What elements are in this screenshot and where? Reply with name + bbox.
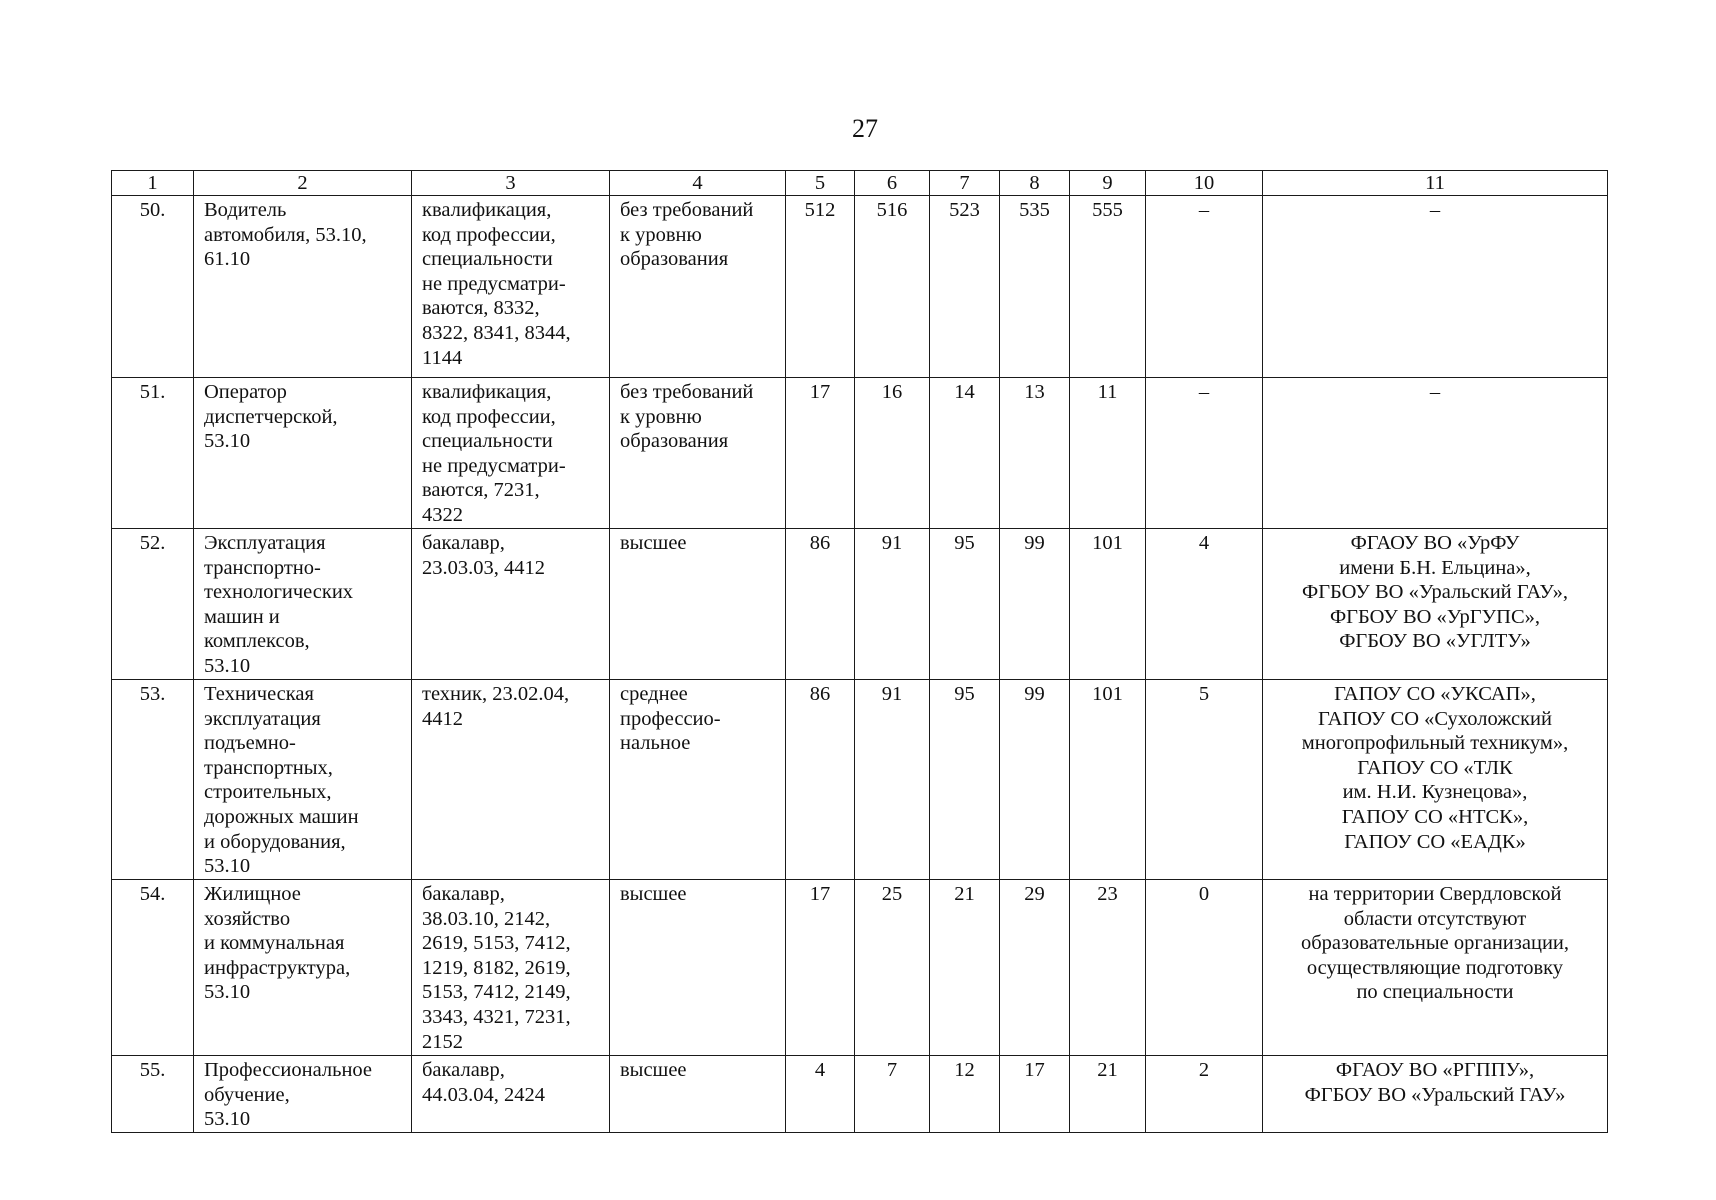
value-cell: 7 bbox=[855, 1056, 930, 1133]
value-cell: 0 bbox=[1146, 880, 1263, 1056]
row-number: 53. bbox=[112, 680, 194, 880]
table-row bbox=[112, 880, 1608, 1056]
column-header: 3 bbox=[412, 171, 610, 196]
education-level: среднее профессио- нальное bbox=[610, 680, 786, 880]
value-cell: 512 bbox=[786, 196, 855, 378]
value-cell: 17 bbox=[1000, 1056, 1070, 1133]
value-cell: 14 bbox=[930, 378, 1000, 529]
value-cell: 17 bbox=[786, 880, 855, 1056]
table-row bbox=[112, 680, 1608, 880]
education-level: без требований к уровню образования bbox=[610, 196, 786, 378]
column-header: 5 bbox=[786, 171, 855, 196]
value-cell: 91 bbox=[855, 529, 930, 680]
qualification: бакалавр, 44.03.04, 2424 bbox=[412, 1056, 610, 1133]
page-number: 27 bbox=[852, 114, 878, 143]
education-level: высшее bbox=[610, 1056, 786, 1133]
column-header: 2 bbox=[194, 171, 412, 196]
row-number: 50. bbox=[112, 196, 194, 378]
value-cell: 4 bbox=[1146, 529, 1263, 680]
profession-name: Профессиональное обучение, 53.10 bbox=[194, 1056, 412, 1133]
value-cell: 23 bbox=[1070, 880, 1146, 1056]
value-cell: 86 bbox=[786, 529, 855, 680]
column-header: 10 bbox=[1146, 171, 1263, 196]
qualification: квалификация, код профессии, специальности не предусматри- ваются, 8332, 8322, 8341, 8344, 1144 bbox=[412, 196, 610, 378]
education-level: высшее bbox=[610, 880, 786, 1056]
column-header: 11 bbox=[1263, 171, 1608, 196]
value-cell: 95 bbox=[930, 529, 1000, 680]
value-cell: – bbox=[1146, 196, 1263, 378]
value-cell: 13 bbox=[1000, 378, 1070, 529]
value-cell: 2 bbox=[1146, 1056, 1263, 1133]
organizations: на территории Свердловской области отсутствуют образовательные организации, осуществляющие подготовку по специальности bbox=[1263, 880, 1608, 1056]
education-level: без требований к уровню образования bbox=[610, 378, 786, 529]
profession-name: Водитель автомобиля, 53.10, 61.10 bbox=[194, 196, 412, 378]
column-header: 6 bbox=[855, 171, 930, 196]
value-cell: 523 bbox=[930, 196, 1000, 378]
value-cell: 12 bbox=[930, 1056, 1000, 1133]
value-cell: 99 bbox=[1000, 529, 1070, 680]
table-row bbox=[112, 1056, 1608, 1133]
qualification: бакалавр, 23.03.03, 4412 bbox=[412, 529, 610, 680]
row-number: 52. bbox=[112, 529, 194, 680]
value-cell: 516 bbox=[855, 196, 930, 378]
value-cell: 101 bbox=[1070, 529, 1146, 680]
header-row bbox=[112, 171, 1608, 196]
row-number: 54. bbox=[112, 880, 194, 1056]
data-table bbox=[111, 170, 1608, 1133]
row-number: 51. bbox=[112, 378, 194, 529]
value-cell: 91 bbox=[855, 680, 930, 880]
column-header: 1 bbox=[112, 171, 194, 196]
qualification: бакалавр, 38.03.10, 2142, 2619, 5153, 7412, 1219, 8182, 2619, 5153, 7412, 2149, 3343, 4321, 7231, 2152 bbox=[412, 880, 610, 1056]
value-cell: 99 bbox=[1000, 680, 1070, 880]
row-number: 55. bbox=[112, 1056, 194, 1133]
value-cell: 4 bbox=[786, 1056, 855, 1133]
education-level: высшее bbox=[610, 529, 786, 680]
organizations: – bbox=[1263, 378, 1608, 529]
value-cell: 95 bbox=[930, 680, 1000, 880]
value-cell: 21 bbox=[1070, 1056, 1146, 1133]
value-cell: 21 bbox=[930, 880, 1000, 1056]
value-cell: 29 bbox=[1000, 880, 1070, 1056]
column-header: 4 bbox=[610, 171, 786, 196]
qualification: техник, 23.02.04, 4412 bbox=[412, 680, 610, 880]
profession-name: Жилищное хозяйство и коммунальная инфраструктура, 53.10 bbox=[194, 880, 412, 1056]
table-row bbox=[112, 378, 1608, 529]
profession-name: Оператор диспетчерской, 53.10 bbox=[194, 378, 412, 529]
value-cell: 16 bbox=[855, 378, 930, 529]
value-cell: 11 bbox=[1070, 378, 1146, 529]
profession-name: Техническая эксплуатация подъемно- транспортных, строительных, дорожных машин и оборудования, 53.10 bbox=[194, 680, 412, 880]
value-cell: 101 bbox=[1070, 680, 1146, 880]
table-row bbox=[112, 529, 1608, 680]
table-row bbox=[112, 196, 1608, 378]
organizations: – bbox=[1263, 196, 1608, 378]
value-cell: 555 bbox=[1070, 196, 1146, 378]
organizations: ГАПОУ СО «УКСАП», ГАПОУ СО «Сухоложский многопрофильный техникум», ГАПОУ СО «ТЛК им. Н.И. Кузнецова», ГАПОУ СО «НТСК», ГАПОУ СО «ЕАДК» bbox=[1263, 680, 1608, 880]
value-cell: 5 bbox=[1146, 680, 1263, 880]
value-cell: 86 bbox=[786, 680, 855, 880]
column-header: 8 bbox=[1000, 171, 1070, 196]
value-cell: 17 bbox=[786, 378, 855, 529]
qualification: квалификация, код профессии, специальности не предусматри- ваются, 7231, 4322 bbox=[412, 378, 610, 529]
value-cell: – bbox=[1146, 378, 1263, 529]
organizations: ФГАОУ ВО «РГППУ», ФГБОУ ВО «Уральский ГАУ» bbox=[1263, 1056, 1608, 1133]
organizations: ФГАОУ ВО «УрФУ имени Б.Н. Ельцина», ФГБОУ ВО «Уральский ГАУ», ФГБОУ ВО «УрГУПС», ФГБОУ ВО «УГЛТУ» bbox=[1263, 529, 1608, 680]
column-header: 7 bbox=[930, 171, 1000, 196]
column-header: 9 bbox=[1070, 171, 1146, 196]
value-cell: 25 bbox=[855, 880, 930, 1056]
profession-name: Эксплуатация транспортно- технологических машин и комплексов, 53.10 bbox=[194, 529, 412, 680]
value-cell: 535 bbox=[1000, 196, 1070, 378]
